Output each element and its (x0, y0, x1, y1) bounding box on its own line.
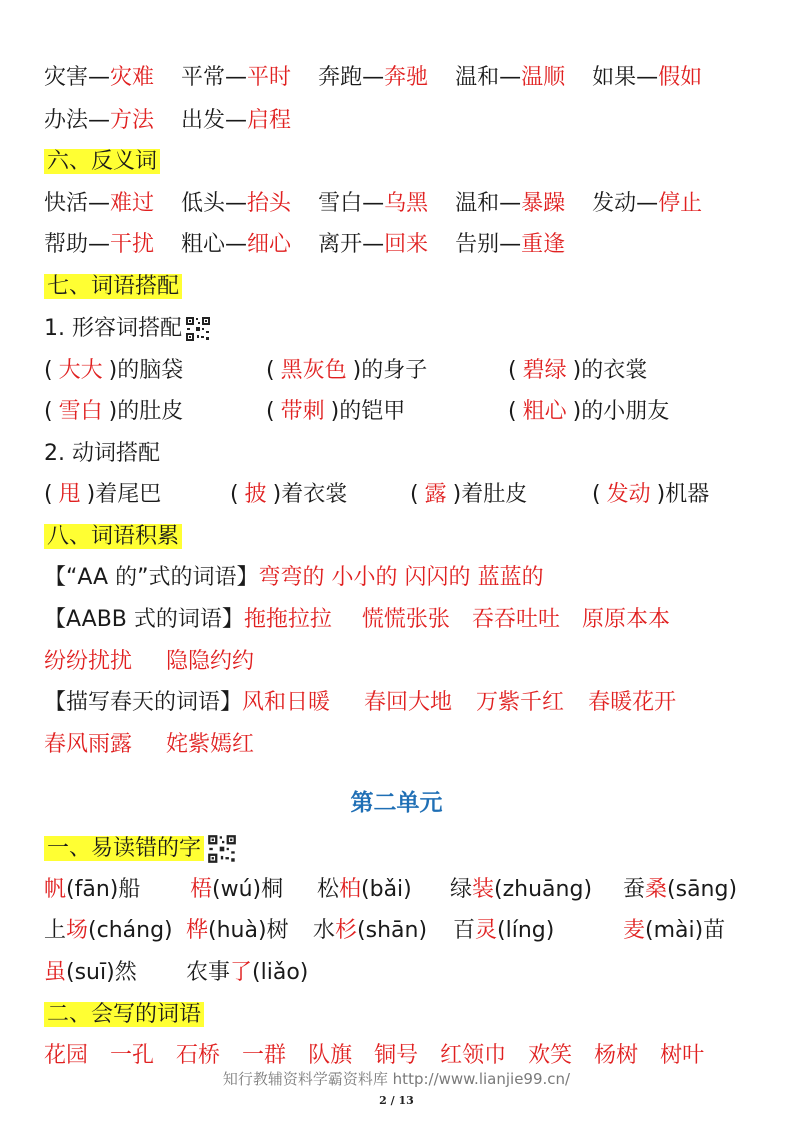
qr-code-icon (207, 834, 237, 864)
word: 平常— (181, 65, 248, 90)
answer: 灾难 (110, 65, 155, 90)
verb-row: ( 甩 )着尾巴 ( 披 )着衣裳 ( 露 )着肚皮 ( 发动 )机器 (44, 482, 710, 507)
section-write-words-heading: 二、会写的词语 (44, 1001, 204, 1029)
antonym-row-1: 快活—难过 低头—抬头 雪白—乌黑 温和—暴躁 发动—停止 (44, 191, 703, 216)
synonym-pair (318, 64, 428, 92)
synonym-row-1 (44, 64, 702, 92)
write-words-row: 花园 一孔 石桥 一群 队旗 铜号 红领巾 欢笑 杨树 树叶 (44, 1043, 705, 1068)
pinyin-row-1: 帆(fān)船 梧(wú)桐 松柏(bǎi) 绿装(zhuāng) 蚕桑(sāng) (44, 877, 738, 902)
word: 温和— (455, 65, 522, 90)
pinyin-row-2: 上场(cháng) 桦(huà)树 水杉(shān) 百灵(líng) 麦(mài)苗 (44, 918, 726, 943)
footer-watermark: 知行教辅资料学霸资料库 http://www.lianjie99.cn/ (222, 1070, 571, 1088)
answer: 方法 (110, 108, 155, 133)
word: 奔跑— (318, 65, 385, 90)
spring-words-row-2: 春风雨露 姹紫嫣红 (44, 732, 255, 757)
word: 出发— (181, 108, 248, 133)
antonym-row-2: 帮助—干扰 粗心—细心 离开—回来 告别—重逢 (44, 232, 566, 257)
synonym-pair (44, 64, 154, 92)
answer: 奔驰 (384, 65, 429, 90)
section-antonyms-heading: 六、反义词 (44, 148, 160, 176)
qr-code-icon (185, 316, 211, 342)
section-accumulation-heading: 八、词语积累 (44, 523, 182, 551)
subheading-verb: 2. 动词搭配 (44, 441, 160, 466)
adjective-row-1: ( 大大 )的脑袋 ( 黑灰色 )的身子 ( 碧绿 )的衣裳 (44, 358, 648, 383)
answer: 温顺 (521, 65, 566, 90)
word: 如果— (592, 65, 659, 90)
section-collocation-heading: 七、词语搭配 (44, 273, 182, 301)
aa-words-row: 【“AA 的”式的词语】弯弯的 小小的 闪闪的 蓝蓝的 (44, 565, 544, 590)
synonym-pair (455, 64, 565, 92)
section-misread-heading: 一、易读错的字 (44, 834, 237, 864)
synonym-pair (592, 64, 702, 92)
answer: 平时 (247, 65, 292, 90)
adjective-row-2: ( 雪白 )的肚皮 ( 带刺 )的铠甲 ( 粗心 )的小朋友 (44, 399, 670, 424)
answer: 假如 (658, 65, 703, 90)
subheading-adjective: 1. 形容词搭配 (44, 315, 211, 343)
aabb-words-row-2: 纷纷扰扰 隐隐约约 (44, 649, 255, 674)
synonym-row-2 (44, 107, 291, 135)
page-number: 2 / 13 (379, 1094, 414, 1107)
aabb-words-row: 【AABB 式的词语】拖拖拉拉 慌慌张张 吞吞吐吐 原原本本 (44, 607, 670, 632)
word: 灾害— (44, 65, 111, 90)
unit-title: 第二单元 (350, 790, 443, 816)
pinyin-row-3: 虽(suī)然 农事了(liǎo) (44, 960, 309, 985)
synonym-pair (181, 64, 291, 92)
spring-words-row: 【描写春天的词语】风和日暖 春回大地 万紫千红 春暖花开 (44, 690, 677, 715)
word: 办法— (44, 108, 111, 133)
answer: 启程 (247, 108, 292, 133)
